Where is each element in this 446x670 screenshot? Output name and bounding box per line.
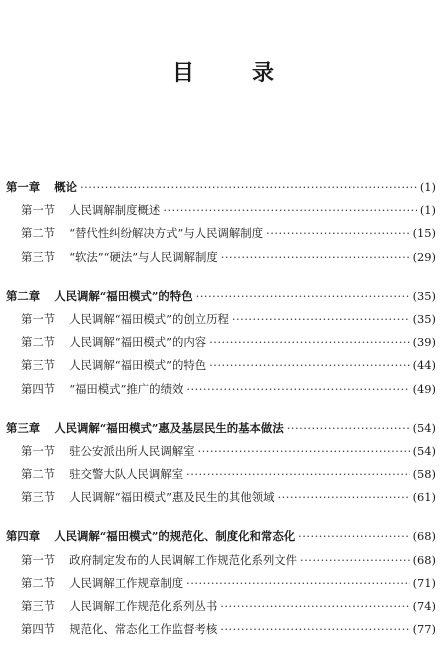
section-entry-page-number: (39) <box>412 335 436 350</box>
section-entry-page-number: (58) <box>412 467 436 482</box>
dot-leader <box>209 331 409 354</box>
table-of-contents <box>0 176 446 657</box>
chapter-entry[interactable] <box>0 285 446 308</box>
section-entry-number: 第一节 <box>21 203 56 218</box>
section-entry-number: 第四节 <box>21 381 56 396</box>
dot-leader <box>186 378 409 401</box>
section-entry[interactable] <box>0 549 446 572</box>
dot-leader <box>198 440 410 463</box>
section-entry[interactable] <box>0 440 446 463</box>
dot-leader <box>209 354 409 377</box>
section-entry-title: 规范化、常态化工作监督考核 <box>69 622 218 637</box>
section-entry-number: 第二节 <box>21 467 56 482</box>
chapter-entry-number: 第二章 <box>6 288 41 303</box>
chapter-entry[interactable] <box>0 525 446 548</box>
section-entry-page-number: (15) <box>412 226 436 241</box>
section-entry[interactable] <box>0 222 446 245</box>
chapter-entry[interactable] <box>0 176 446 199</box>
section-entry[interactable] <box>0 378 446 401</box>
dot-leader <box>277 486 409 509</box>
section-entry-title: 人民调解制度概述 <box>69 203 161 218</box>
chapter-entry-title: 人民调解“福田模式”的规范化、制度化和常态化 <box>54 529 296 544</box>
section-entry-page-number: (74) <box>412 599 436 613</box>
dot-leader <box>163 199 417 222</box>
dot-leader <box>298 525 410 548</box>
dot-leader <box>80 176 417 199</box>
dot-leader <box>220 618 409 641</box>
section-entry-number: 第一节 <box>21 311 56 326</box>
section-entry-number: 第二节 <box>21 335 56 350</box>
chapter-entry-number: 第四章 <box>6 529 41 544</box>
dot-leader <box>196 285 410 308</box>
chapter-block <box>0 525 446 641</box>
section-entry-number: 第三节 <box>21 358 56 373</box>
chapter-block <box>0 285 446 401</box>
chapter-entry-number: 第一章 <box>6 180 41 194</box>
chapter-entry-title: 概论 <box>54 180 77 194</box>
dot-leader <box>287 417 410 440</box>
section-entry-title: 驻交警大队人民调解室 <box>69 467 184 482</box>
section-entry[interactable] <box>0 246 446 269</box>
chapter-entry-number: 第三章 <box>6 420 41 435</box>
section-entry-title: “软法”“硬法”与人民调解制度 <box>69 249 218 264</box>
section-entry-page-number: (44) <box>412 358 436 373</box>
chapter-entry-page-number: (68) <box>412 529 436 544</box>
section-entry[interactable] <box>0 595 446 618</box>
section-entry-page-number: (35) <box>412 311 436 326</box>
chapter-entry[interactable] <box>0 417 446 440</box>
section-entry[interactable] <box>0 486 446 509</box>
section-entry-number: 第四节 <box>21 622 56 637</box>
section-entry-title: 人民调解“福田模式”的特色 <box>69 358 207 373</box>
section-entry-title: 政府制定发布的人民调解工作规范化系列文件 <box>69 552 298 567</box>
section-entry[interactable] <box>0 331 446 354</box>
section-entry-number: 第三节 <box>21 599 56 613</box>
section-entry[interactable] <box>0 354 446 377</box>
chapter-entry-title: 人民调解“福田模式”的特色 <box>54 288 193 303</box>
section-entry-number: 第二节 <box>21 575 56 590</box>
section-entry[interactable] <box>0 463 446 486</box>
chapter-entry-title: 人民调解“福田模式”惠及基层民生的基本做法 <box>54 420 284 435</box>
section-entry-page-number: (68) <box>412 552 436 567</box>
section-entry-title: “福田模式”推广的绩效 <box>69 381 184 396</box>
dot-leader <box>186 463 410 486</box>
section-entry-page-number: (71) <box>412 575 436 590</box>
section-entry-title: 人民调解工作规章制度 <box>69 575 184 590</box>
section-entry-number: 第一节 <box>21 552 56 567</box>
chapter-block <box>0 417 446 510</box>
dot-leader <box>221 246 410 269</box>
dot-leader <box>220 595 409 618</box>
section-entry[interactable] <box>0 618 446 641</box>
section-entry-title: 人民调解“福田模式”的内容 <box>69 335 207 350</box>
section-entry-title: 驻公安派出所人民调解室 <box>69 443 195 458</box>
chapter-entry-page-number: (54) <box>412 420 436 435</box>
dot-leader <box>232 308 410 331</box>
section-entry-page-number: (49) <box>412 381 436 396</box>
section-entry-page-number: (77) <box>412 622 436 637</box>
section-entry-page-number: (61) <box>412 490 436 505</box>
section-entry-number: 第三节 <box>21 249 56 264</box>
section-entry-title: 人民调解“福田模式”的创立历程 <box>69 311 229 326</box>
section-entry-title: 人民调解“福田模式”惠及民生的其他领域 <box>69 490 275 505</box>
page-title: 目 录 <box>171 60 292 86</box>
section-entry[interactable] <box>0 308 446 331</box>
dot-leader <box>186 572 410 595</box>
section-entry-title: 人民调解工作规范化系列丛书 <box>69 599 218 613</box>
dot-leader <box>300 549 410 572</box>
section-entry-title: “替代性纠纷解决方式”与人民调解制度 <box>69 226 264 241</box>
section-entry-page-number: (29) <box>412 249 436 264</box>
dot-leader <box>266 222 410 245</box>
section-entry-number: 第二节 <box>21 226 56 241</box>
section-entry[interactable] <box>0 572 446 595</box>
chapter-entry-page-number: (1) <box>419 180 436 194</box>
chapter-block <box>0 176 446 269</box>
section-entry-page-number: (54) <box>412 443 436 458</box>
chapter-entry-page-number: (35) <box>412 288 436 303</box>
section-entry-number: 第一节 <box>21 443 56 458</box>
section-entry-page-number: (1) <box>419 203 436 218</box>
section-entry[interactable] <box>0 199 446 222</box>
section-entry-number: 第三节 <box>21 490 56 505</box>
